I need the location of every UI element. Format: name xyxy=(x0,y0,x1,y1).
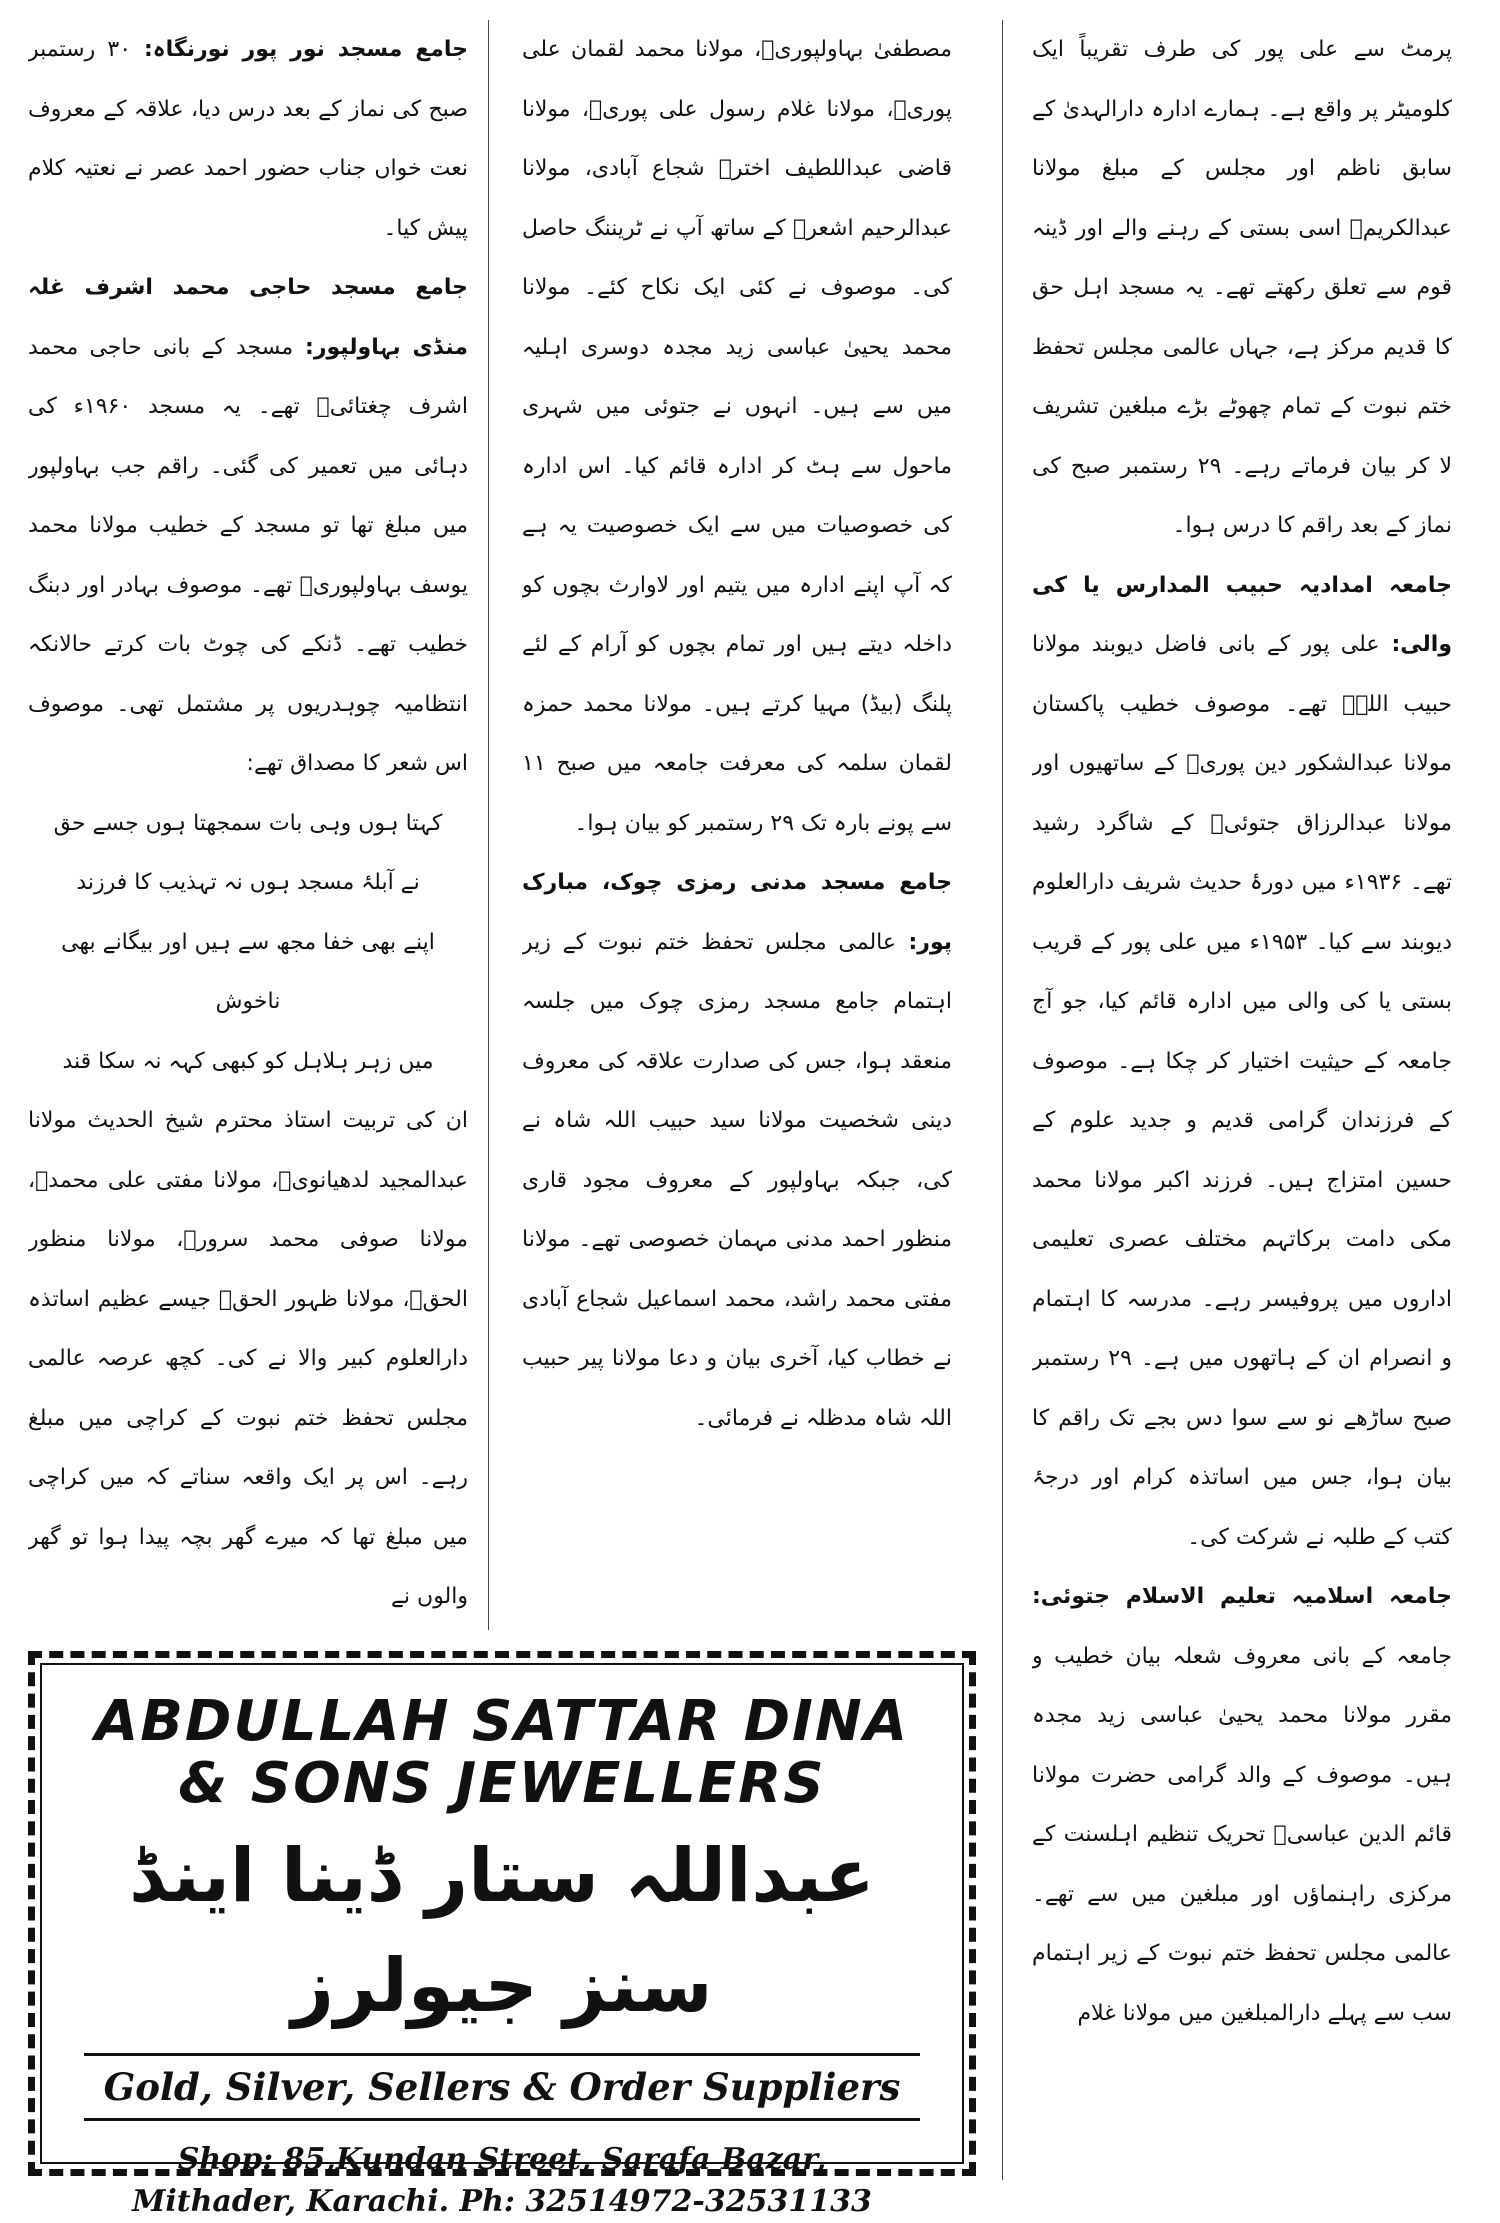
ad-business-name-suffix: & SONS JEWELLERS xyxy=(178,1751,826,1816)
ad-address-line: Shop: 85,Kundan Street, Sarafa Bazar, xyxy=(177,2142,827,2177)
paragraph-text: ۳۰ رستمبر صبح کی نماز کے بعد درس دیا، علاقہ کے معروف نعت خواں جناب حضور احمد عصر نے نعتیہ کلام پیش کیا۔ xyxy=(28,37,468,241)
column-divider xyxy=(1002,20,1003,2180)
verse-line: میں زہر ہلاہل کو کبھی کہہ نہ سکا قند xyxy=(62,1048,434,1074)
article-paragraph xyxy=(522,853,952,1448)
article-paragraph xyxy=(522,20,952,853)
article-column-right xyxy=(1032,20,1452,2190)
verse-line: نے آبلۂ مسجد ہوں نہ تہذیب کا فرزند xyxy=(76,870,420,895)
paragraph-text: مسجد کے بانی حاجی محمد اشرف چغتائیؒ تھے۔ یہ مسجد ۱۹۶۰ء کی دہائی میں تعمیر کی گئی۔ راقم جب بہاولپور میں مبلغ تھا تو مسجد کے خطیب مولانا محمد یوسف بہاولپوریؒ تھے۔ موصوف بہادر اور دبنگ خطیب تھے۔ ڈنکے کی چوٹ بات کرتے حالانکہ انتظامیہ چوہدریوں پر مشتمل تھی۔ موصوف اس شعر کا مصداق تھے: xyxy=(28,334,468,776)
section-heading: جامع مسجد مدنی رمزی چوک، مبارک پور: xyxy=(522,870,952,955)
section-heading: جامع مسجد نور پور نورنگاہ: xyxy=(131,37,468,62)
ad-contact-line: Mithader, Karachi. Ph: 32514972-32531133 xyxy=(132,2184,872,2219)
article-paragraph xyxy=(1032,556,1452,1568)
column-divider xyxy=(488,20,489,1630)
paragraph-text: جامعہ کے بانی معروف شعلہ بیان خطیب و مقرر مولانا محمد یحییٰ عباسی زید مجدہ ہیں۔ موصوف کے والد گرامی حضرت مولانا قائم الدین عباسیؒ تحریک تنظیم اہلسنت کے مرکزی راہنماؤں اور مبلغین میں سے تھے۔ عالمی مجلس تحفظ ختم نبوت کے زیر اہتمام سب سے پہلے دارالمبلغین میں مولانا غلام xyxy=(1032,1643,1452,2026)
advertisement-frame xyxy=(40,1663,964,2219)
jeweller-advertisement xyxy=(28,1651,976,2219)
verse-line: کہتا ہوں وہی بات سمجھتا ہوں جسے حق xyxy=(53,810,443,836)
section-heading: جامعہ اسلامیہ تعلیم الاسلام جتوئی: xyxy=(1032,1584,1452,1609)
ad-business-name-urdu: عبداللہ ستار ڈینا اینڈ سنز جیولرز xyxy=(129,1833,875,2029)
paragraph-text: علی پور کے بانی فاضل دیوبند مولانا حبیب اللہؒ تھے۔ موصوف خطیب پاکستان مولانا عبدالشکور دین پوریؒ کے ساتھیوں اور مولانا عبدالرزاق جتوئیؒ کے شاگرد رشید تھے۔ ۱۹۳۶ء میں دورۂ حدیث شریف دارالعلوم دیوبند سے کیا۔ ۱۹۵۳ء میں علی پور کے قریب بستی یا کی والی میں ادارہ قائم کیا، جو آج جامعہ کے حیثیت اختیار کر چکا ہے۔ موصوف کے فرزندان گرامی قدیم و جدید علوم کے حسین امتزاج ہیں۔ فرزند اکبر مولانا محمد مکی دامت برکاتہم مختلف عصری تعلیمی اداروں میں پروفیسر رہے۔ مدرسہ کا اہتمام و انصرام ان کے ہاتھوں میں ہے۔ ۲۹ رستمبر صبح ساڑھے نو سے سوا دس بجے تک راقم کا بیان ہوا، جس میں اساتذہ کرام اور درجۂ کتب کے طلبہ نے شرکت کی۔ xyxy=(1032,632,1452,1550)
section-heading: جامعہ امدادیہ حبیب المدارس یا کی والی: xyxy=(1032,572,1452,657)
paragraph-text: ان کی تربیت استاذ محترم شیخ الحدیث مولانا عبدالمجید لدھیانویؒ، مولانا مفتی علی محمدؒ، مولانا صوفی محمد سرورؒ، مولانا منظور الحقؒ، مولانا ظہور الحقؒ جیسے عظیم اساتذہ دارالعلوم کبیر والا نے کی۔ کچھ عرصہ عالمی مجلس تحفظ ختم نبوت کے کراچی میں مبلغ رہے۔ اس پر ایک واقعہ سناتے کہ میں کراچی میں مبلغ تھا کہ میرے گھر بچہ پیدا ہوا تو گھر والوں نے xyxy=(28,1108,468,1609)
ad-business-name: ABDULLAH SATTAR DINA xyxy=(94,1689,910,1754)
article-column-middle xyxy=(522,20,952,1580)
article-paragraph xyxy=(28,20,468,258)
article-paragraph xyxy=(1032,1567,1452,2043)
article-column-left xyxy=(28,20,468,1620)
paragraph-text: مصطفیٰ بہاولپوریؒ، مولانا محمد لقمان علی پوریؒ، مولانا غلام رسول علی پوریؒ، مولانا قاضی عبداللطیف اخترؒ شجاع آبادی، مولانا عبدالرحیم اشعرؒ کے ساتھ آپ نے ٹریننگ حاصل کی۔ موصوف نے کئی ایک نکاح کئے۔ مولانا محمد یحییٰ عباسی زید مجدہ دوسری اہلیہ میں سے ہیں۔ انہوں نے جتوئی میں شہری ماحول سے ہٹ کر ادارہ قائم کیا۔ اس ادارہ کی خصوصیات میں سے ایک خصوصیت یہ ہے کہ آپ اپنے ادارہ میں یتیم اور لاوارث بچوں کو داخلہ دیتے ہیں اور تمام بچوں کو آرام کے لئے پلنگ (بیڈ) مہیا کرتے ہیں۔ مولانا محمد حمزہ لقمان سلمہ کی معرفت جامعہ میں صبح ۱۱ سے پونے بارہ تک ۲۹ رستمبر کو بیان ہوا۔ xyxy=(522,37,952,836)
section-heading: جامع مسجد حاجی محمد اشرف غلہ منڈی بہاولپور: xyxy=(28,275,468,360)
article-paragraph xyxy=(1032,20,1452,556)
verse-line: اپنے بھی خفا مجھ سے ہیں اور بیگانے بھی ناخوش xyxy=(61,929,435,1014)
article-paragraph xyxy=(28,1091,468,1620)
paragraph-text: عالمی مجلس تحفظ ختم نبوت کے زیر اہتمام جامع مسجد رمزی چوک میں جلسہ منعقد ہوا، جس کی صدارت علاقہ کی معروف دینی شخصیت مولانا سید حبیب اللہ شاہ نے کی، جبکہ بہاولپور کے معروف مجود قاری منظور احمد مدنی مہمان خصوصی تھے۔ مولانا مفتی محمد راشد، محمد اسماعیل شجاع آبادی نے خطاب کیا، آخری بیان و دعا مولانا پیر حبیب اللہ شاہ مدظلہ نے فرمائی۔ xyxy=(522,929,952,1431)
ad-tagline: Gold, Silver, Sellers & Order Suppliers xyxy=(84,2053,921,2121)
paragraph-text: پرمٹ سے علی پور کی طرف تقریباً ایک کلومیٹر پر واقع ہے۔ ہمارے ادارہ دارالہدیٰ کے سابق ناظم اور مجلس کے مبلغ مولانا عبدالکریمؒ اسی بستی کے رہنے والے اور ڈینہ قوم سے تعلق رکھتے تھے۔ یہ مسجد اہل حق کا قدیم مرکز ہے، جہاں عالمی مجلس تحفظ ختم نبوت کے تمام چھوٹے بڑے مبلغین تشریف لا کر بیان فرماتے رہے۔ ۲۹ رستمبر صبح کی نماز کے بعد راقم کا درس ہوا۔ xyxy=(1032,37,1452,538)
article-paragraph xyxy=(28,258,468,794)
